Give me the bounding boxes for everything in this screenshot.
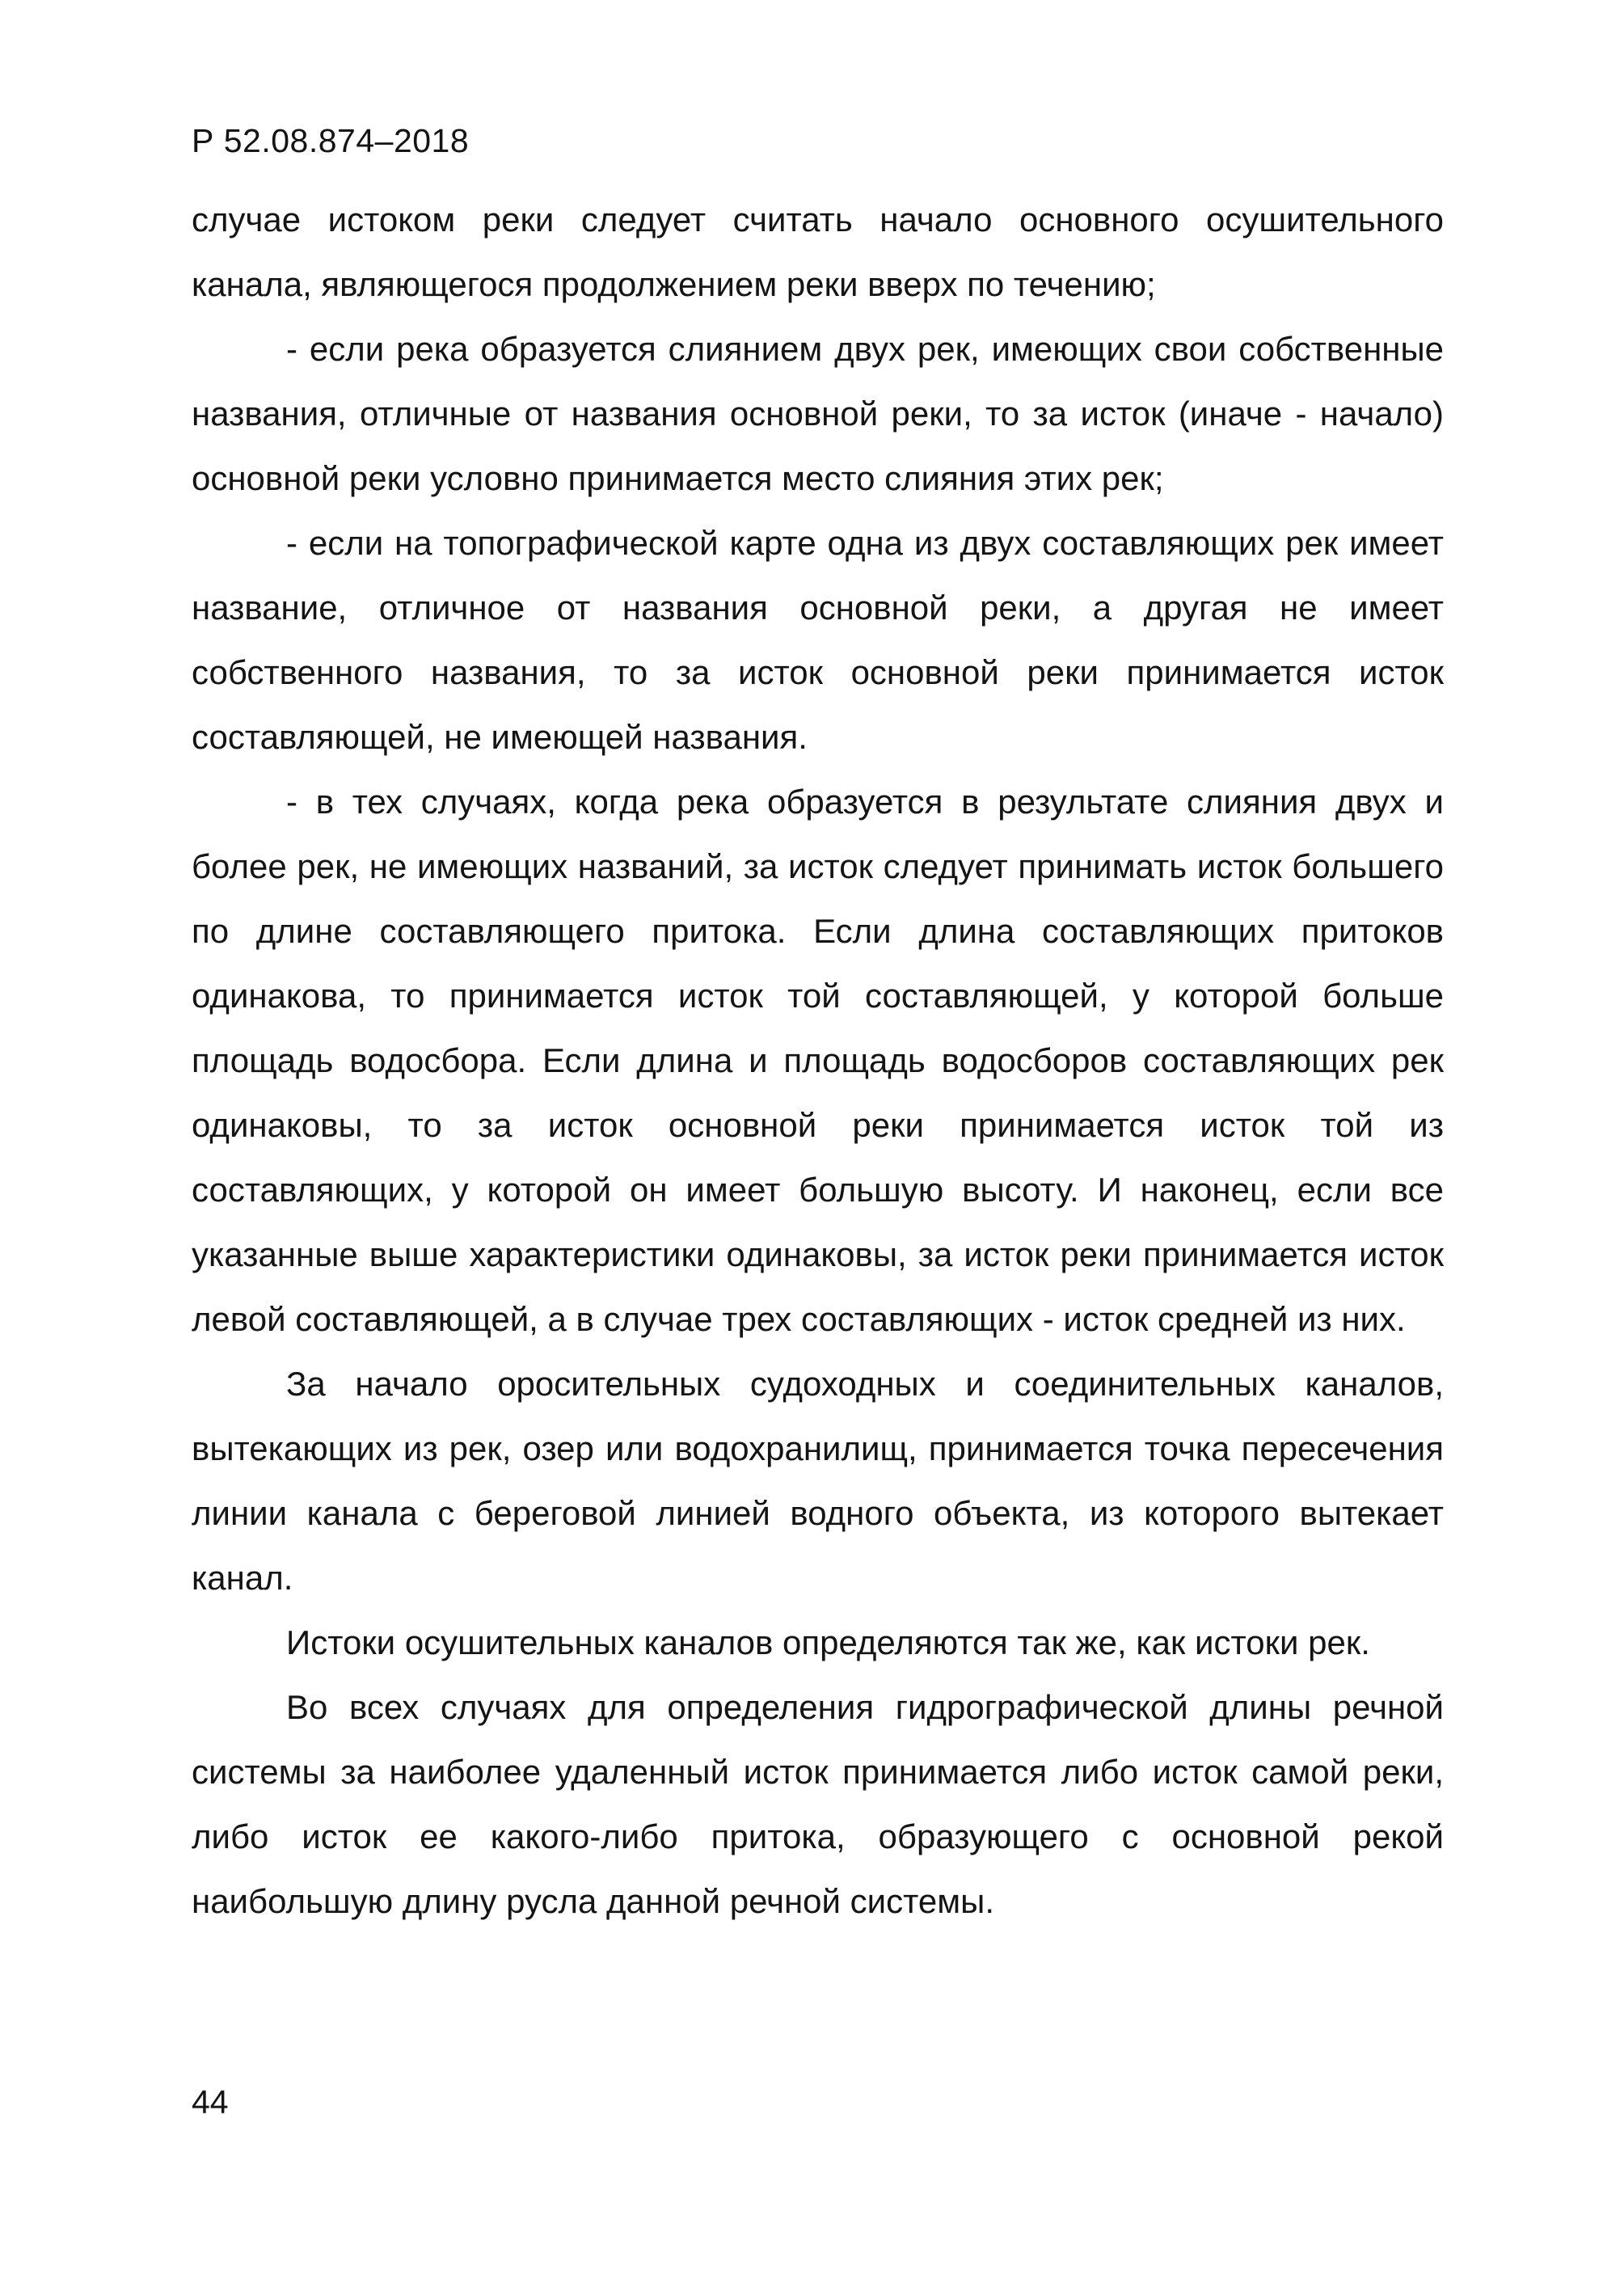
body-text — [192, 188, 1444, 1934]
page-number: 44 — [192, 2083, 229, 2121]
paragraph-canal-origin: За начало оросительных судоходных и соединительных каналов, вытекающих из рек, озер или водохранилищ, принимается точка пересечения линии канала с береговой линией водного объекта, из которого вытекает канал. — [192, 1365, 1444, 1597]
paragraph-confluence-named-rivers: - если река образуется слиянием двух рек, имеющих свои собственные названия, отличные от названия основной реки, то за исток (иначе - начало) основной реки условно принимается место слияния этих рек; — [192, 330, 1444, 497]
document-code-header: Р 52.08.874–2018 — [192, 122, 470, 159]
paragraph-unnamed-rivers: - в тех случаях, когда река образуется в результате слияния двух и более рек, не имеющих названий, за исток следует принимать исток большего по длине составляющего притока. Если длина составляющих притоков одинакова, то принимается исток той составляющей, у которой больше площадь водосбора. Если длина и площадь водосборов составляющих рек одинаковы, то за исток основной реки принимается исток той из составляющих, у которой он имеет большую высоту. И наконец, если все указанные выше характеристики одинаковы, за исток реки принимается исток левой составляющей, а в случае трех составляющих - исток средней из них. — [192, 783, 1444, 1338]
paragraph-drainage-canals: Истоки осушительных каналов определяются так же, как истоки рек. — [286, 1623, 1370, 1661]
paragraph-topographic-map: - если на топографической карте одна из двух составляющих рек имеет название, отличное от названия основной реки, а другая не имеет собственного названия, то за исток основной реки принимается исток составляющей, не имеющей названия. — [192, 524, 1444, 756]
paragraph-continuation: случае истоком реки следует считать начало основного осушительного канала, являющегося продолжением реки вверх по течению; — [192, 200, 1444, 303]
paragraph-hydrographic-length: Во всех случаях для определения гидрографической длины речной системы за наиболее удаленный исток принимается либо исток самой реки, либо исток ее какого-либо притока, образующего с основной рекой наибольшую длину русла данной речной системы. — [192, 1688, 1444, 1920]
